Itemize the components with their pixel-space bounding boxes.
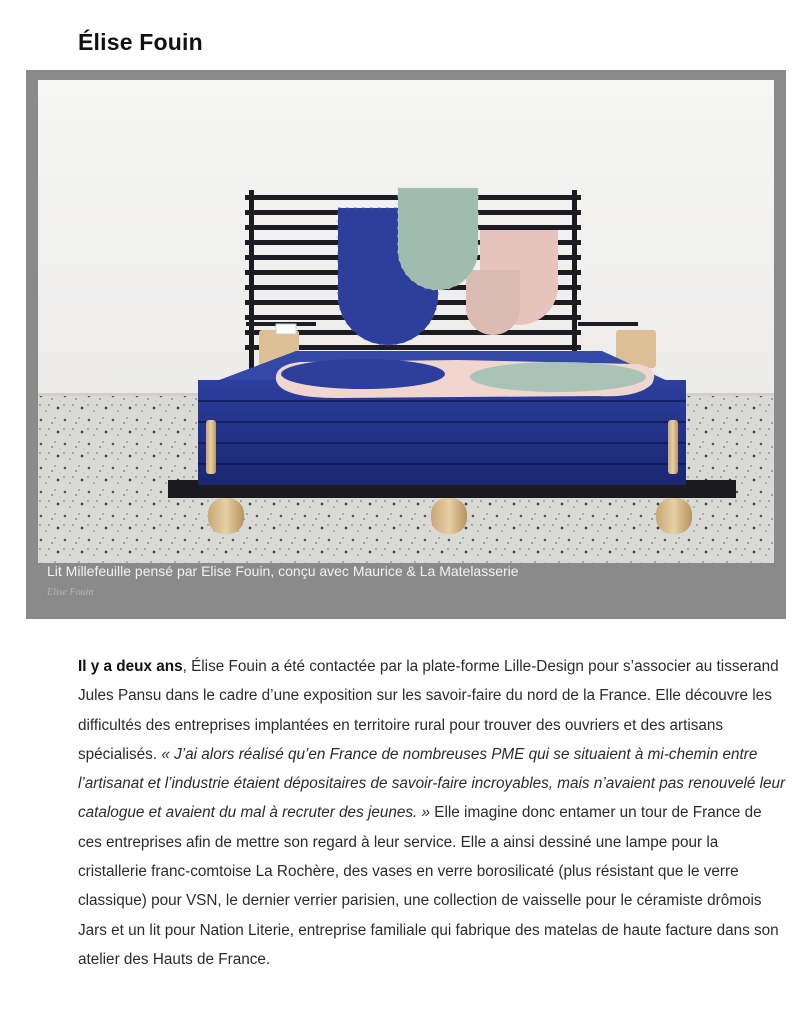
quote-text: « J’ai alors réalisé qu’en France de nombreuses PME qui se situaient à mi-chemin entre l’artisanat et l’industrie étaient dépositaires de savoir-faire incroyables, mais n’avaient pas renouvelé leur catalogue et avaient du mal à recruter des jeunes. »: [78, 745, 786, 822]
article-body: [78, 652, 788, 974]
body-text-continued: Elle imagine donc entamer un tour de France de ces entreprises afin de mettre son regard à leur service. Elle a ainsi dessiné une lampe pour la cristallerie franc-comtoise La Rochère, des vases en verre borosilicaté (plus résistant que le verre classique) pour VSN, le dernier verrier parisien, une collection de vaisselle pour le céramiste drômois Jars et un lit pour Nation Literie, entreprise familiale qui fabrique des matelas de haute facture dans son atelier des Hauts de France.: [78, 804, 779, 968]
article-paragraph: [78, 652, 788, 974]
body-text: , Élise Fouin a été contactée par la plate-forme Lille-Design pour s’associer au tisserand Jules Pansu dans le cadre d’une exposition sur les savoir-faire du nord de la France. Elle découvre les difficultés des entreprises implantées en territoire rural pour trouver des ouvriers et des artisans spécialisés.: [78, 658, 779, 763]
bed-photo[interactable]: [38, 80, 774, 563]
photo-credit: Elise Fouin: [47, 587, 94, 598]
photo-caption: Lit Millefeuille pensé par Elise Fouin, conçu avec Maurice & La Matelasserie: [47, 563, 519, 579]
page-title: Élise Fouin: [78, 29, 203, 56]
lead-text: Il y a deux ans: [78, 658, 183, 675]
photo-figure: [26, 70, 786, 619]
